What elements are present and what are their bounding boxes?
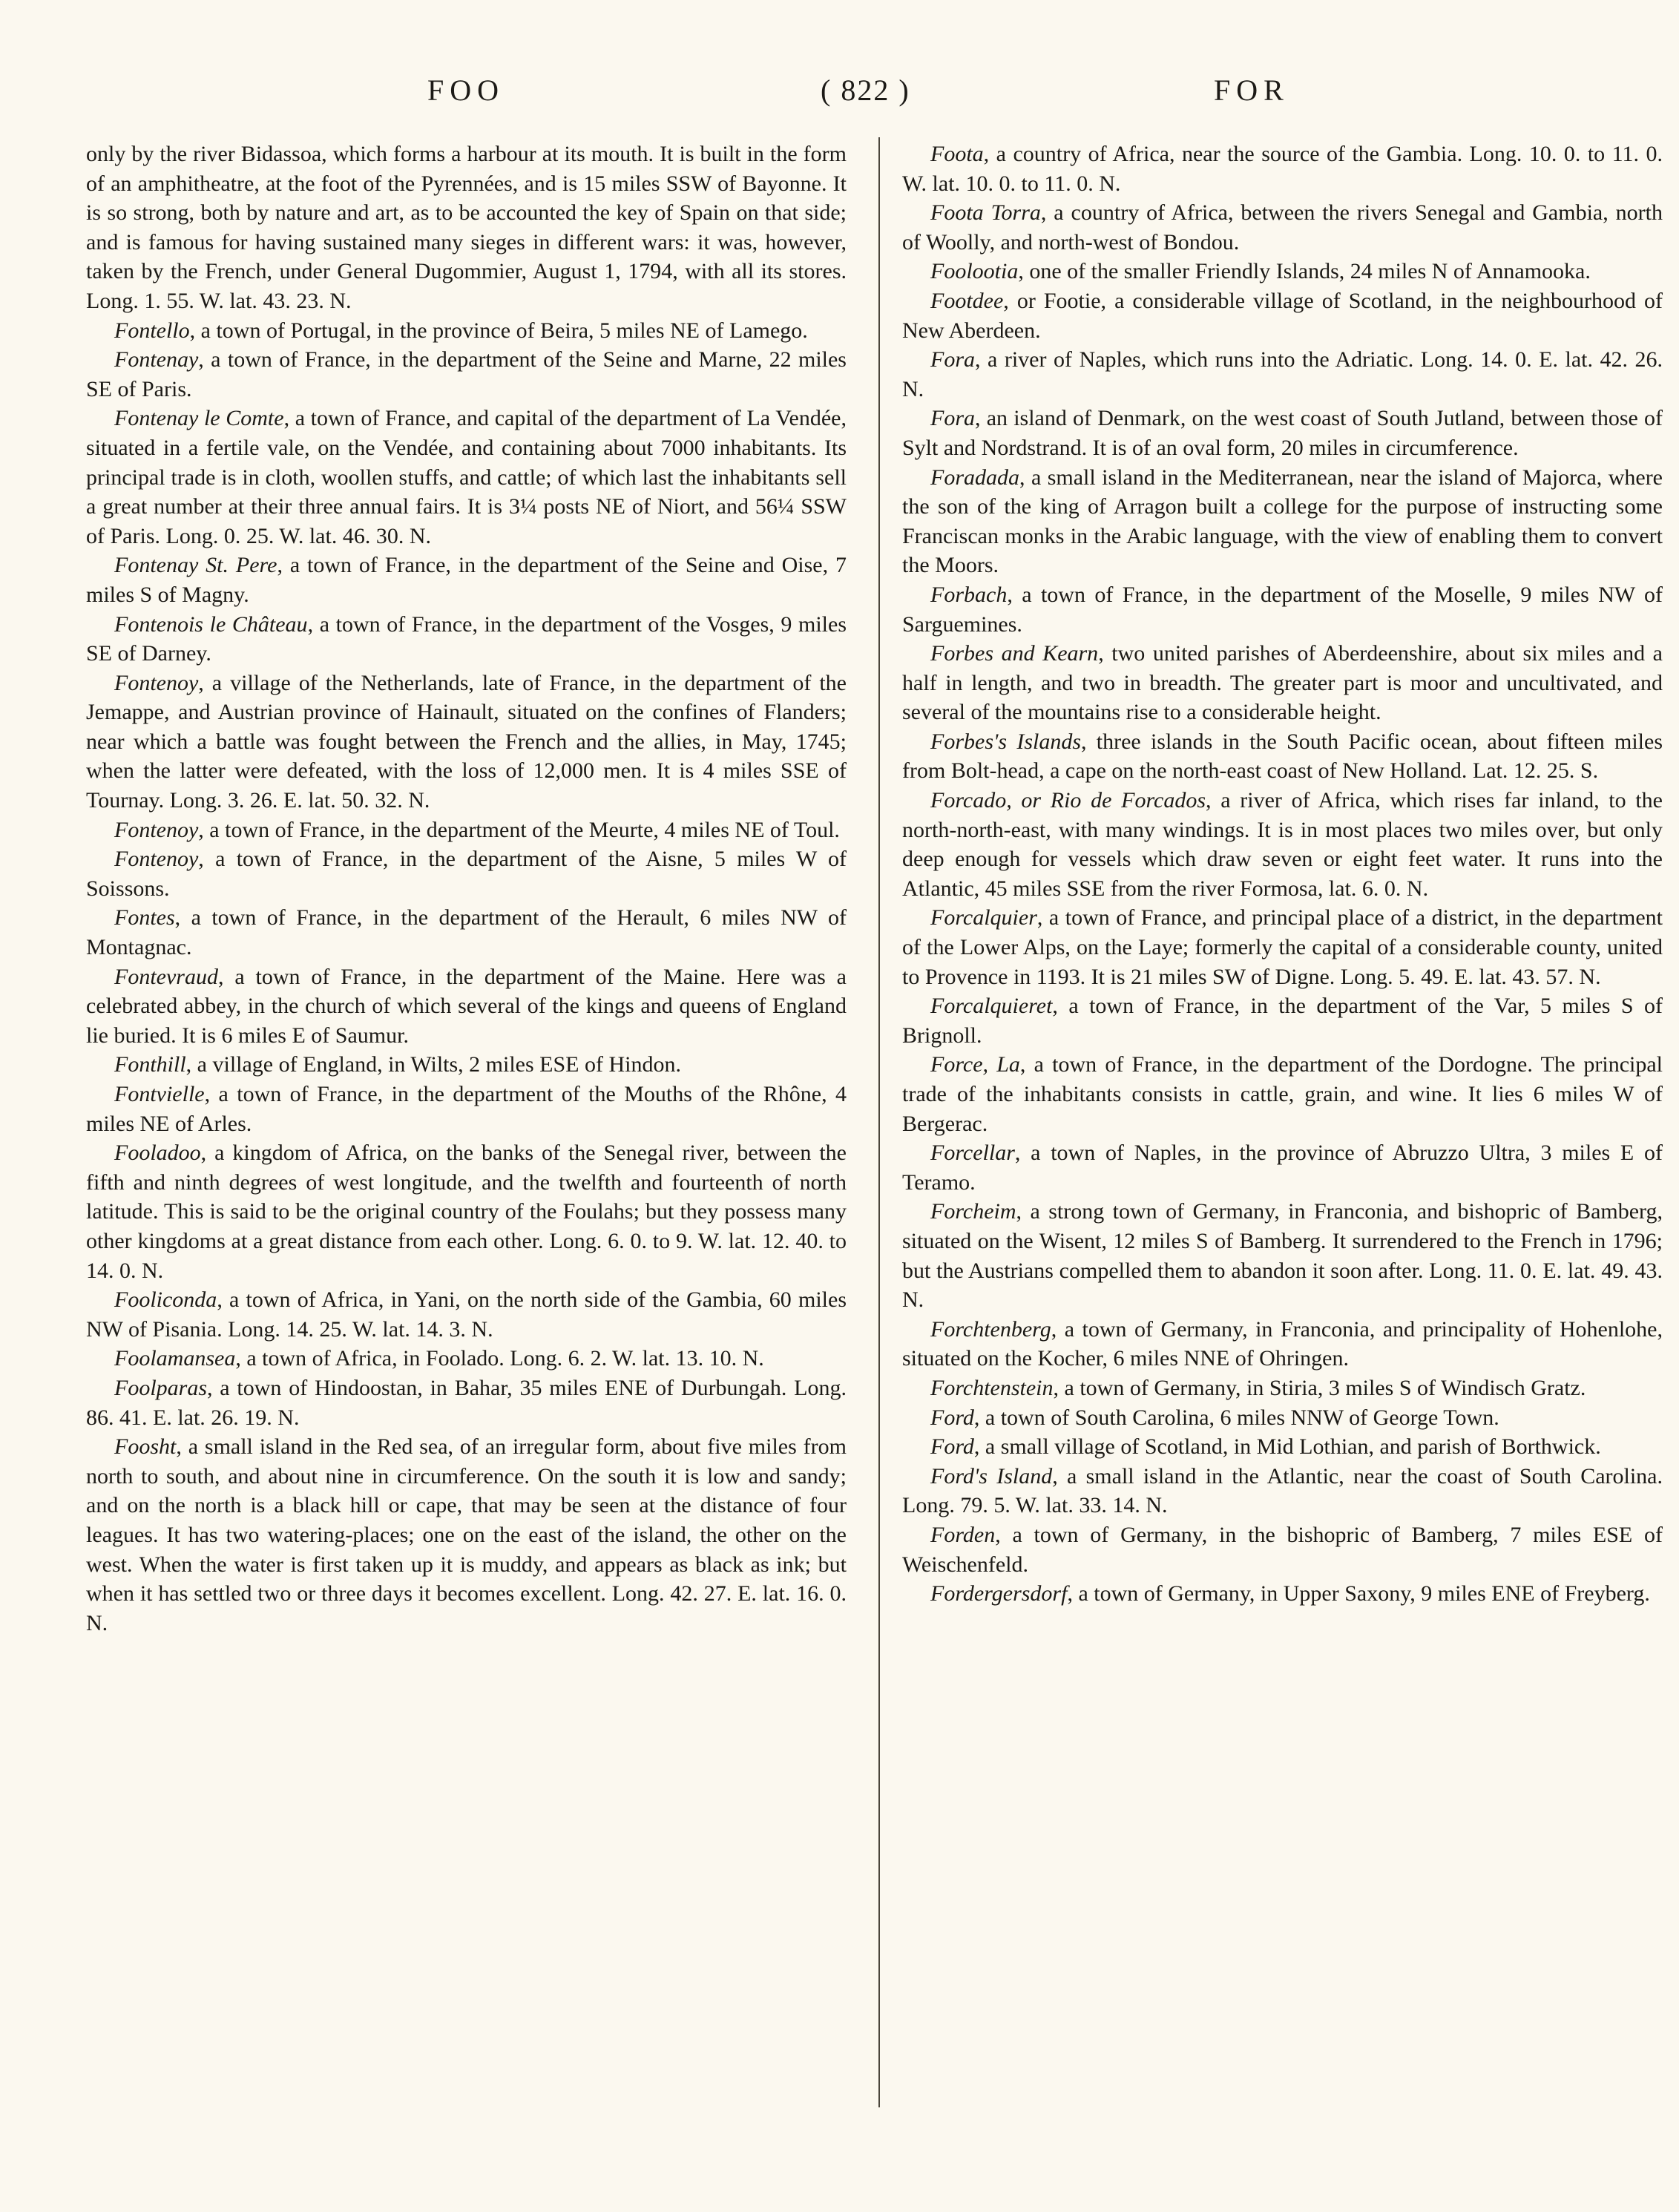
- gazetteer-entry: [902, 404, 1663, 462]
- entry-headword: Fontes: [114, 905, 175, 931]
- gazetteer-entry: [86, 1050, 847, 1080]
- entry-text: , three islands in the South Pacific ocean, about fifteen miles from Bolt-head, a cape on the north-east coast of New Holland. Lat. 12. 25. S.: [902, 729, 1663, 784]
- entry-headword: Ford's Island: [930, 1463, 1053, 1489]
- entry-text: , a town of Hindoostan, in Bahar, 35 miles ENE of Durbungah. Long. 86. 41. E. lat. 26. 19. N.: [86, 1375, 847, 1430]
- gazetteer-entry: [902, 1138, 1663, 1197]
- entry-text: , a town of Africa, in Foolado. Long. 6. 2. W. lat. 13. 10. N.: [235, 1346, 764, 1371]
- entry-text: , a river of Africa, which rises far inland, to the north-north-east, with many windings. It is in most places two miles over, but only deep enough for vessels which draw seven or eight feet water. It runs into the Atlantic, 45 miles SSE from the river Formosa, lat. 6. 0. N.: [902, 788, 1663, 901]
- entry-text: , two united parishes of Aberdeenshire, about six miles and a half in length, and two in breadth. The greater part is moor and uncultivated, and several of the mountains rise to a considerable height.: [902, 641, 1663, 725]
- entry-text: , a river of Naples, which runs into the Adriatic. Long. 14. 0. E. lat. 42. 26. N.: [902, 347, 1663, 401]
- entry-text: only by the river Bidassoa, which forms a harbour at its mouth. It is built in the form of an amphitheatre, at the foot of the Pyrennées, and is 15 miles SSW of Bayonne. It is so strong, both by nature and art, as to be accounted the key of Spain on that side; and is famous for having sustained many sieges in different wars: it was, however, taken by the French, under General Dugommier, August 1, 1794, with all its stores. Long. 1. 55. W. lat. 43. 23. N.: [86, 142, 847, 313]
- entry-headword: Fooladoo: [114, 1141, 201, 1166]
- gazetteer-entry: [86, 1080, 847, 1138]
- gazetteer-entry: [902, 639, 1663, 727]
- entry-headword: Ford: [930, 1434, 974, 1460]
- gazetteer-entry: [902, 286, 1663, 345]
- gazetteer-entry: [86, 1285, 847, 1344]
- entry-headword: Foolootia: [930, 259, 1019, 284]
- gazetteer-entry: [902, 1197, 1663, 1314]
- gazetteer-entry: [902, 257, 1663, 286]
- entry-text: , a town of Germany, in Franconia, and principality of Hohenlohe, situated on the Kocher, 6 miles NNE of Ohringen.: [902, 1316, 1663, 1371]
- gazetteer-entry: [902, 1462, 1663, 1520]
- entry-headword: Forbes's Islands: [930, 729, 1082, 754]
- entry-headword: Forchtenberg: [930, 1316, 1051, 1342]
- entry-headword: Fontvielle: [114, 1082, 205, 1106]
- entry-headword: Fontello: [114, 318, 190, 343]
- gazetteer-entry: [86, 962, 847, 1051]
- entry-headword: Forcheim: [930, 1199, 1016, 1224]
- gazetteer-entry: [902, 786, 1663, 903]
- entry-headword: Fontenay St. Pere: [114, 553, 277, 578]
- gazetteer-entry: [902, 727, 1663, 786]
- right-column: [902, 140, 1663, 1609]
- entry-headword: Fontenay le Comte: [114, 406, 284, 431]
- gazetteer-entry: [902, 463, 1663, 580]
- entry-text: , a small island in the Red sea, of an irregular form, about five miles from north to south, and about nine in circumference. On the south it is low and sandy; and on the north is a black hill or cape, that may be seen at the distance of four leagues. It has two watering-places; one on the east of the island, the other on the west. When the water is first taken up it is muddy, and appears as black as ink; but when it has settled two or three days it becomes excellent. Long. 42. 27. E. lat. 16. 0. N.: [86, 1434, 847, 1635]
- entry-text: , a town of France, and principal place of a district, in the department of the Lower Alps, on the Laye; formerly the capital of a considerable county, united to Provence in 1193. It is 21 miles SW of Digne. Long. 5. 49. E. lat. 43. 57. N.: [902, 905, 1663, 989]
- entry-headword: Foolamansea: [114, 1346, 236, 1371]
- entry-headword: Foradada: [930, 465, 1019, 490]
- entry-text: , a town of France, and capital of the department of La Vendée, situated in a fertile vale, on the Vendée, and containing about 7000 inhabitants. Its principal trade is in cloth, woollen stuffs, and cattle; of which last the inhabitants sell a great number at their three annual fairs. It is 3¼ posts NE of Niort, and 56¼ SSW of Paris. Long. 0. 25. W. lat. 46. 30. N.: [86, 406, 847, 548]
- gazetteer-entry: [902, 345, 1663, 404]
- entry-text: , a town of France, in the department of the Meurte, 4 miles NE of Toul.: [198, 817, 840, 842]
- gazetteer-entry: [86, 610, 847, 669]
- entry-text: , a town of Portugal, in the province of Beira, 5 miles NE of Lamego.: [189, 318, 808, 343]
- gazetteer-entry: [86, 345, 847, 404]
- entry-headword: Fontenay: [114, 347, 199, 373]
- running-header: [0, 73, 1679, 117]
- entry-text: , a town of France, in the department of the Vosges, 9 miles SE of Darney.: [86, 611, 847, 666]
- header-right: FOR: [1214, 73, 1289, 107]
- entry-headword: Fordergersdorf: [930, 1581, 1068, 1607]
- entry-headword: Forcalquieret: [930, 994, 1053, 1019]
- gazetteer-entry: [902, 1432, 1663, 1462]
- entry-headword: Foota Torra: [930, 200, 1041, 226]
- column-divider: [878, 137, 880, 2107]
- entry-headword: Fontenoy: [114, 847, 199, 872]
- gazetteer-entry: [86, 1344, 847, 1374]
- gazetteer-entry: [902, 1579, 1663, 1609]
- entry-text: , a town of Naples, in the province of Abruzzo Ultra, 3 miles E of Teramo.: [902, 1141, 1663, 1195]
- entry-headword: Forcado, or Rio de Forcados: [930, 788, 1206, 813]
- entry-text: , a town of France, in the department of the Herault, 6 miles NW of Montagnac.: [86, 905, 847, 960]
- entry-text: , a town of South Carolina, 6 miles NNW of George Town.: [973, 1405, 1499, 1430]
- entry-headword: Forchtenstein: [930, 1375, 1054, 1400]
- entry-text: , a small island in the Mediterranean, near the island of Majorca, where the son of the king of Arragon built a college for the purpose of instructing some Franciscan monks in the Arabic language, with the view of enabling them to convert the Moors.: [902, 465, 1663, 578]
- entry-headword: Fooliconda: [114, 1287, 217, 1313]
- entry-text: , a town of Germany, in the bishopric of Bamberg, 7 miles ESE of Weischenfeld.: [902, 1522, 1663, 1577]
- entry-text: , one of the smaller Friendly Islands, 24 miles N of Annamooka.: [1018, 259, 1591, 284]
- gazetteer-entry: [86, 815, 847, 845]
- gazetteer-entry: [902, 1050, 1663, 1138]
- entry-headword: Foota: [930, 142, 984, 166]
- entry-headword: Footdee: [930, 288, 1004, 313]
- entry-text: , a small island in the Atlantic, near the coast of South Carolina. Long. 79. 5. W. lat. 33. 14. N.: [902, 1463, 1663, 1518]
- gazetteer-entry: [86, 140, 847, 316]
- gazetteer-entry: [902, 1520, 1663, 1579]
- gazetteer-entry: [902, 1374, 1663, 1403]
- entry-text: , a village of the Netherlands, late of France, in the department of the Jemappe, and Austrian province of Hainault, situated on the confines of Flanders; near which a battle was fought between the French and the allies, in May, 1745; when the latter were defeated, with the loss of 12,000 men. It is 4 miles SSE of Tournay. Long. 3. 26. E. lat. 50. 32. N.: [86, 670, 847, 813]
- entry-text: , a town of France, in the department of the Dordogne. The principal trade of the inhabitants consists in cattle, grain, and wine. It lies 6 miles W of Bergerac.: [902, 1052, 1663, 1136]
- entry-text: , a strong town of Germany, in Franconia, and bishopric of Bamberg, situated on the Wisent, 12 miles S of Bamberg. It surrendered to the French in 1796; but the Austrians compelled them to abandon it soon after. Long. 11. 0. E. lat. 49. 43. N.: [902, 1199, 1663, 1313]
- entry-text: , a town of Germany, in Upper Saxony, 9 miles ENE of Freyberg.: [1067, 1581, 1650, 1607]
- entry-headword: Forden: [930, 1522, 996, 1547]
- page-number: ( 822 ): [821, 73, 910, 107]
- entry-text: , a town of France, in the department of the Moselle, 9 miles NW of Sarguemines.: [902, 582, 1663, 637]
- gazetteer-entry: [902, 140, 1663, 198]
- gazetteer-entry: [86, 316, 847, 346]
- entry-headword: Foolparas: [114, 1375, 208, 1400]
- entry-headword: Fontenoy: [114, 817, 199, 842]
- entry-headword: Foosht: [114, 1434, 177, 1460]
- entry-headword: Fora: [930, 347, 975, 373]
- gazetteer-entry: [902, 1315, 1663, 1374]
- gazetteer-entry: [86, 404, 847, 551]
- entry-text: , a town of France, in the department of the Seine and Marne, 22 miles SE of Paris.: [86, 347, 847, 401]
- entry-headword: Forcellar: [930, 1141, 1015, 1166]
- entry-text: , a town of France, in the department of the Maine. Here was a celebrated abbey, in the church of which several of the kings and queens of England lie buried. It is 6 miles E of Saumur.: [86, 964, 847, 1048]
- entry-text: , a kingdom of Africa, on the banks of the Senegal river, between the fifth and ninth degrees of west longitude, and the twelfth and fourteenth of north latitude. This is said to be the original country of the Foulahs; but they possess many other kingdoms at a great distance from each other. Long. 6. 0. to 9. W. lat. 12. 40. to 14. 0. N.: [86, 1141, 847, 1283]
- entry-text: , a village of England, in Wilts, 2 miles ESE of Hindon.: [185, 1052, 681, 1077]
- entry-headword: Forcalquier: [930, 905, 1037, 931]
- entry-headword: Fonthill: [114, 1052, 186, 1077]
- gazetteer-entry: [902, 198, 1663, 257]
- entry-text: , a town of France, in the department of the Aisne, 5 miles W of Soissons.: [86, 847, 847, 901]
- entry-text: , or Footie, a considerable village of Scotland, in the neighbourhood of New Aberdeen.: [902, 288, 1663, 343]
- gazetteer-entry: [86, 844, 847, 903]
- entry-text: , a small village of Scotland, in Mid Lothian, and parish of Borthwick.: [973, 1434, 1601, 1460]
- gazetteer-entry: [902, 991, 1663, 1050]
- entry-text: , a town of Germany, in Stiria, 3 miles S of Windisch Gratz.: [1053, 1375, 1586, 1400]
- gazetteer-entry: [86, 1374, 847, 1432]
- gazetteer-entry: [902, 580, 1663, 639]
- entry-headword: Fontenois le Château: [114, 611, 308, 637]
- gazetteer-entry: [86, 551, 847, 609]
- entry-text: , a town of France, in the department of the Seine and Oise, 7 miles S of Magny.: [86, 553, 847, 607]
- entry-text: , a country of Africa, near the source of the Gambia. Long. 10. 0. to 11. 0. W. lat. 10. 0. to 11. 0. N.: [902, 142, 1663, 196]
- gazetteer-entry: [86, 1432, 847, 1638]
- header-left: FOO: [427, 73, 505, 107]
- entry-headword: Force, La: [930, 1052, 1020, 1077]
- entry-headword: Fontenoy: [114, 670, 199, 695]
- gazetteer-entry: [902, 1403, 1663, 1433]
- gazetteer-entry: [902, 903, 1663, 991]
- entry-text: , an island of Denmark, on the west coast of South Jutland, between those of Sylt and Nordstrand. It is of an oval form, 20 miles in circumference.: [902, 406, 1663, 460]
- left-column: [86, 140, 847, 1638]
- entry-text: , a town of France, in the department of the Var, 5 miles S of Brignoll.: [902, 994, 1663, 1048]
- gazetteer-entry: [86, 1138, 847, 1285]
- entry-headword: Forbach: [930, 582, 1008, 607]
- entry-headword: Fora: [930, 406, 975, 431]
- entry-text: , a country of Africa, between the rivers Senegal and Gambia, north of Woolly, and north-west of Bondou.: [902, 200, 1663, 255]
- gazetteer-entry: [86, 903, 847, 962]
- entry-text: , a town of France, in the department of the Mouths of the Rhône, 4 miles NE of Arles.: [86, 1082, 847, 1136]
- entry-headword: Ford: [930, 1405, 974, 1430]
- entry-headword: Forbes and Kearn: [930, 641, 1099, 666]
- gazetteer-entry: [86, 669, 847, 815]
- entry-text: , a town of Africa, in Yani, on the north side of the Gambia, 60 miles NW of Pisania. Long. 14. 25. W. lat. 14. 3. N.: [86, 1287, 847, 1342]
- entry-headword: Fontevraud: [114, 964, 218, 989]
